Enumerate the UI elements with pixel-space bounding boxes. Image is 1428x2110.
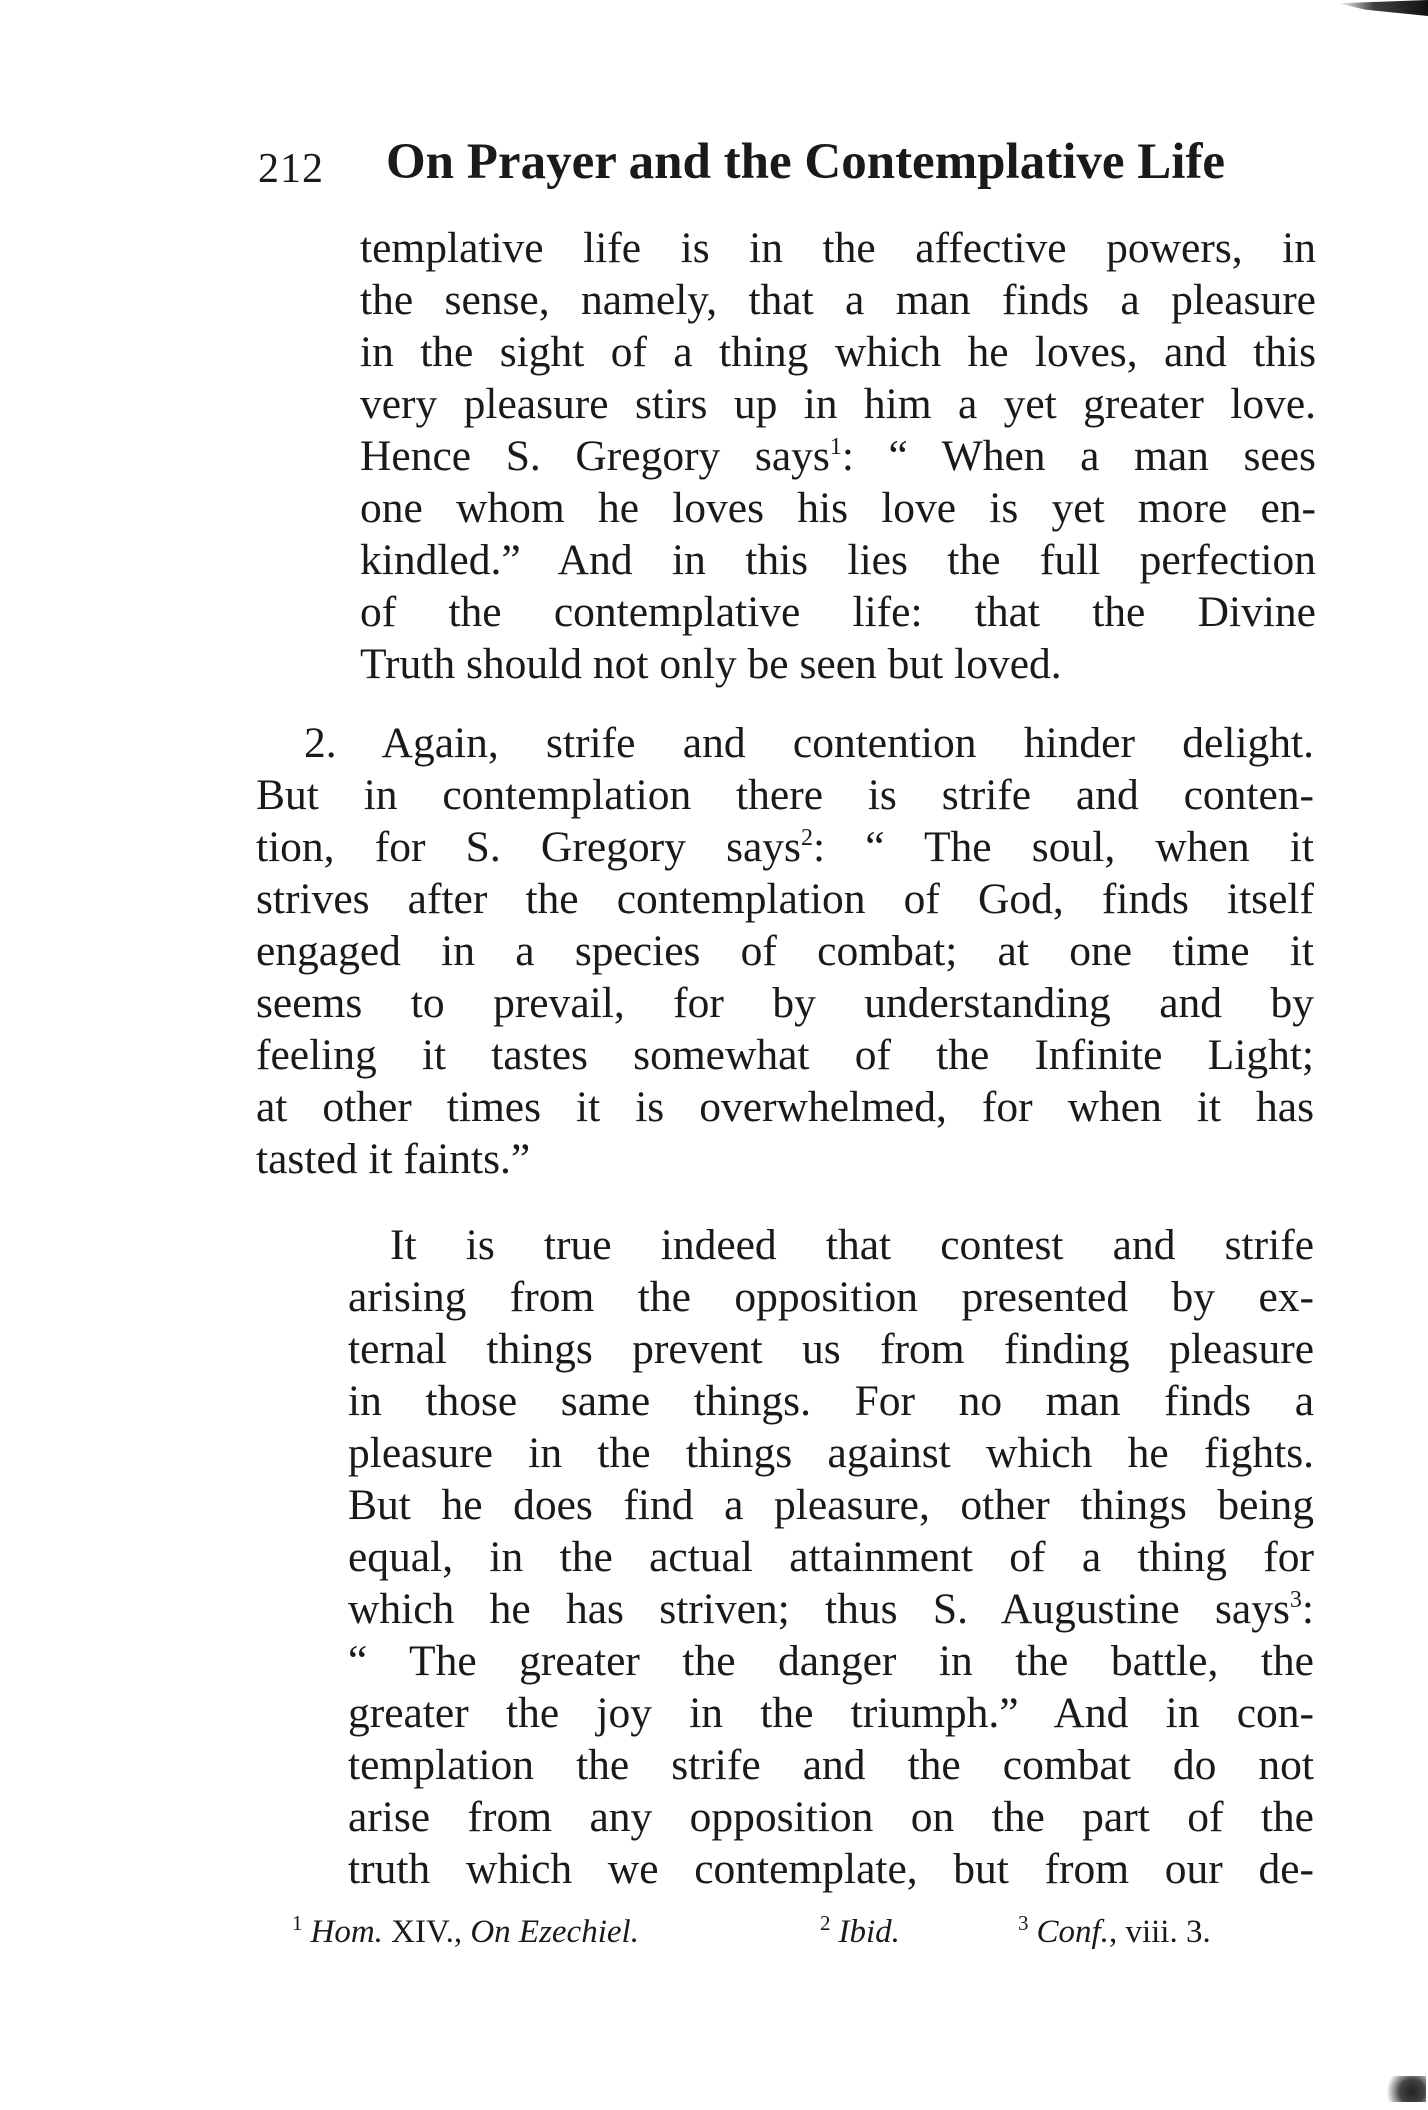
page-header [258,133,1308,203]
text-line: 2. Again, strife and contention hinder delight. [304,719,1314,767]
text-line: ternal things prevent us from finding pleasure [348,1325,1314,1373]
text-line: “ The greater the danger in the battle, the [348,1637,1314,1685]
scan-edge-mark [1338,0,1428,16]
footnote-source: Conf. [1036,1914,1109,1950]
text-segment: which he has striven; thus S. Augustine says [348,1585,1290,1633]
text-line: in the sight of a thing which he loves, and this [360,328,1316,376]
text-line [256,821,1314,873]
text-line: greater the joy in the triumph.” And in con- [348,1689,1314,1737]
footnote-2 [820,1911,900,1951]
text-segment: : “ When a man sees [841,432,1316,480]
text-line: at other times it is overwhelmed, for when it has [256,1083,1314,1131]
footnote-ref: 1 [829,434,842,460]
footnote-ref: 3 [1289,1587,1302,1613]
text-line: one whom he loves his love is yet more en- [360,484,1316,532]
footnote-source: Ibid. [838,1914,900,1950]
footnote-number: 2 [820,1911,831,1935]
text-line: kindled.” And in this lies the full perfection [360,536,1316,584]
text-line [348,1583,1314,1635]
text-line: It is true indeed that contest and strife [390,1221,1314,1269]
paragraph-1 [360,222,1316,690]
text-line: arise from any opposition on the part of the [348,1793,1314,1841]
text-line: in those same things. For no man finds a [348,1377,1314,1425]
text-line: very pleasure stirs up in him a yet greater love. [360,380,1316,428]
text-line: truth which we contemplate, but from our de- [348,1845,1314,1893]
footnote-3 [1018,1911,1211,1951]
text-segment: : [1301,1585,1314,1633]
footnote-number: 3 [1018,1911,1029,1935]
text-line: equal, in the actual attainment of a thing for [348,1533,1314,1581]
text-line: templative life is in the affective powers, in [360,224,1316,272]
scan-corner-mark [1380,2076,1426,2102]
text-line: the sense, namely, that a man finds a pleasure [360,276,1316,324]
text-line: feeling it tastes somewhat of the Infinite Light; [256,1031,1314,1079]
running-title: On Prayer and the Contemplative Life [386,134,1226,190]
footnote-text: XIV., [382,1914,471,1950]
text-line: pleasure in the things against which he fights. [348,1429,1314,1477]
text-line: tasted it faints.” [256,1135,531,1183]
text-line: arising from the opposition presented by ex- [348,1273,1314,1321]
paragraph-3 [348,1219,1314,1895]
footnote-number: 1 [292,1911,303,1935]
text-line: of the contemplative life: that the Divine [360,588,1316,636]
text-line [360,430,1316,482]
footnote-source: Hom. [310,1914,383,1950]
text-line: But he does find a pleasure, other things being [348,1481,1314,1529]
text-line: Truth should not only be seen but loved. [360,640,1062,688]
text-line: engaged in a species of combat; at one time it [256,927,1314,975]
paragraph-2 [256,717,1314,1185]
text-line: templation the strife and the combat do not [348,1741,1314,1789]
footnote-ref: 2 [800,825,813,851]
text-line: strives after the contemplation of God, finds itself [256,875,1314,923]
text-segment: tion, for S. Gregory says [256,823,801,871]
footnote-1 [292,1911,639,1951]
text-line: seems to prevail, for by understanding and by [256,979,1314,1027]
text-line: But in contemplation there is strife and conten- [256,771,1314,819]
footnote-text: , viii. 3. [1108,1914,1211,1950]
text-segment: : “ The soul, when it [812,823,1314,871]
text-segment: Hence S. Gregory says [360,432,830,480]
page-number: 212 [258,146,324,192]
footnote-work: On Ezechiel. [470,1914,639,1950]
